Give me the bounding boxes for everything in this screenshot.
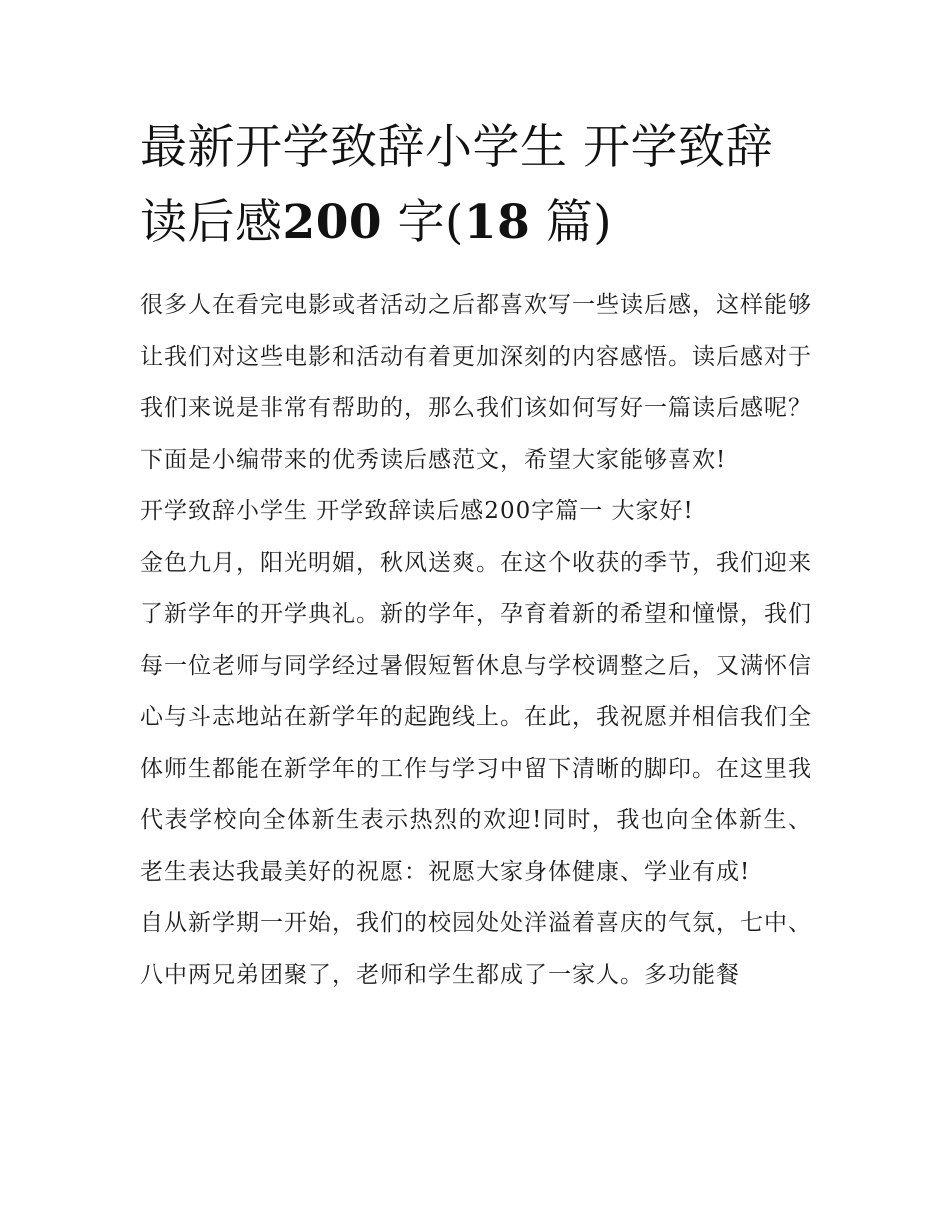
document-page	[140, 110, 812, 1001]
intro-paragraph: 很多人在看完电影或者活动之后都喜欢写一些读后感，这样能够让我们对这些电影和活动有着更加深刻的内容感悟。读后感对于我们来说是非常有帮助的，那么我们该如何写好一篇读后感呢？下面是小编带来的优秀读后感范文，希望大家能够喜欢!	[140, 292, 812, 473]
title-line-2-mid: 字(	[382, 195, 464, 250]
title-line-2-suffix: 篇)	[530, 195, 613, 250]
document-body	[140, 280, 812, 1001]
title-line-1: 最新开学致辞小学生 开学致辞	[140, 120, 773, 175]
speech-paragraph-2: 自从新学期一开始，我们的校园处处洋溢着喜庆的气氛，七中、八中两兄弟团聚了，老师和学生都成了一家人。多功能餐	[140, 910, 812, 988]
document-title	[140, 110, 812, 260]
title-line-2-prefix: 读后感	[140, 195, 283, 250]
section-heading-paragraph: 开学致辞小学生 开学致辞读后感200字篇一 大家好!	[140, 498, 694, 524]
title-number-18: 18	[463, 195, 531, 250]
title-number-200: 200	[282, 195, 383, 250]
speech-paragraph-1: 金色九月，阳光明媚，秋风送爽。在这个收获的季节，我们迎来了新学年的开学典礼。新的学年，孕育着新的希望和憧憬，我们每一位老师与同学经过暑假短暂休息与学校调整之后，又满怀信心与斗志地站在新学年的起跑线上。在此，我祝愿并相信我们全体师生都能在新学年的工作与学习中留下清晰的脚印。在这里我代表学校向全体新生表示热烈的欢迎!同时，我也向全体新生、老生表达我最美好的祝愿：祝愿大家身体健康、学业有成!	[140, 549, 812, 885]
